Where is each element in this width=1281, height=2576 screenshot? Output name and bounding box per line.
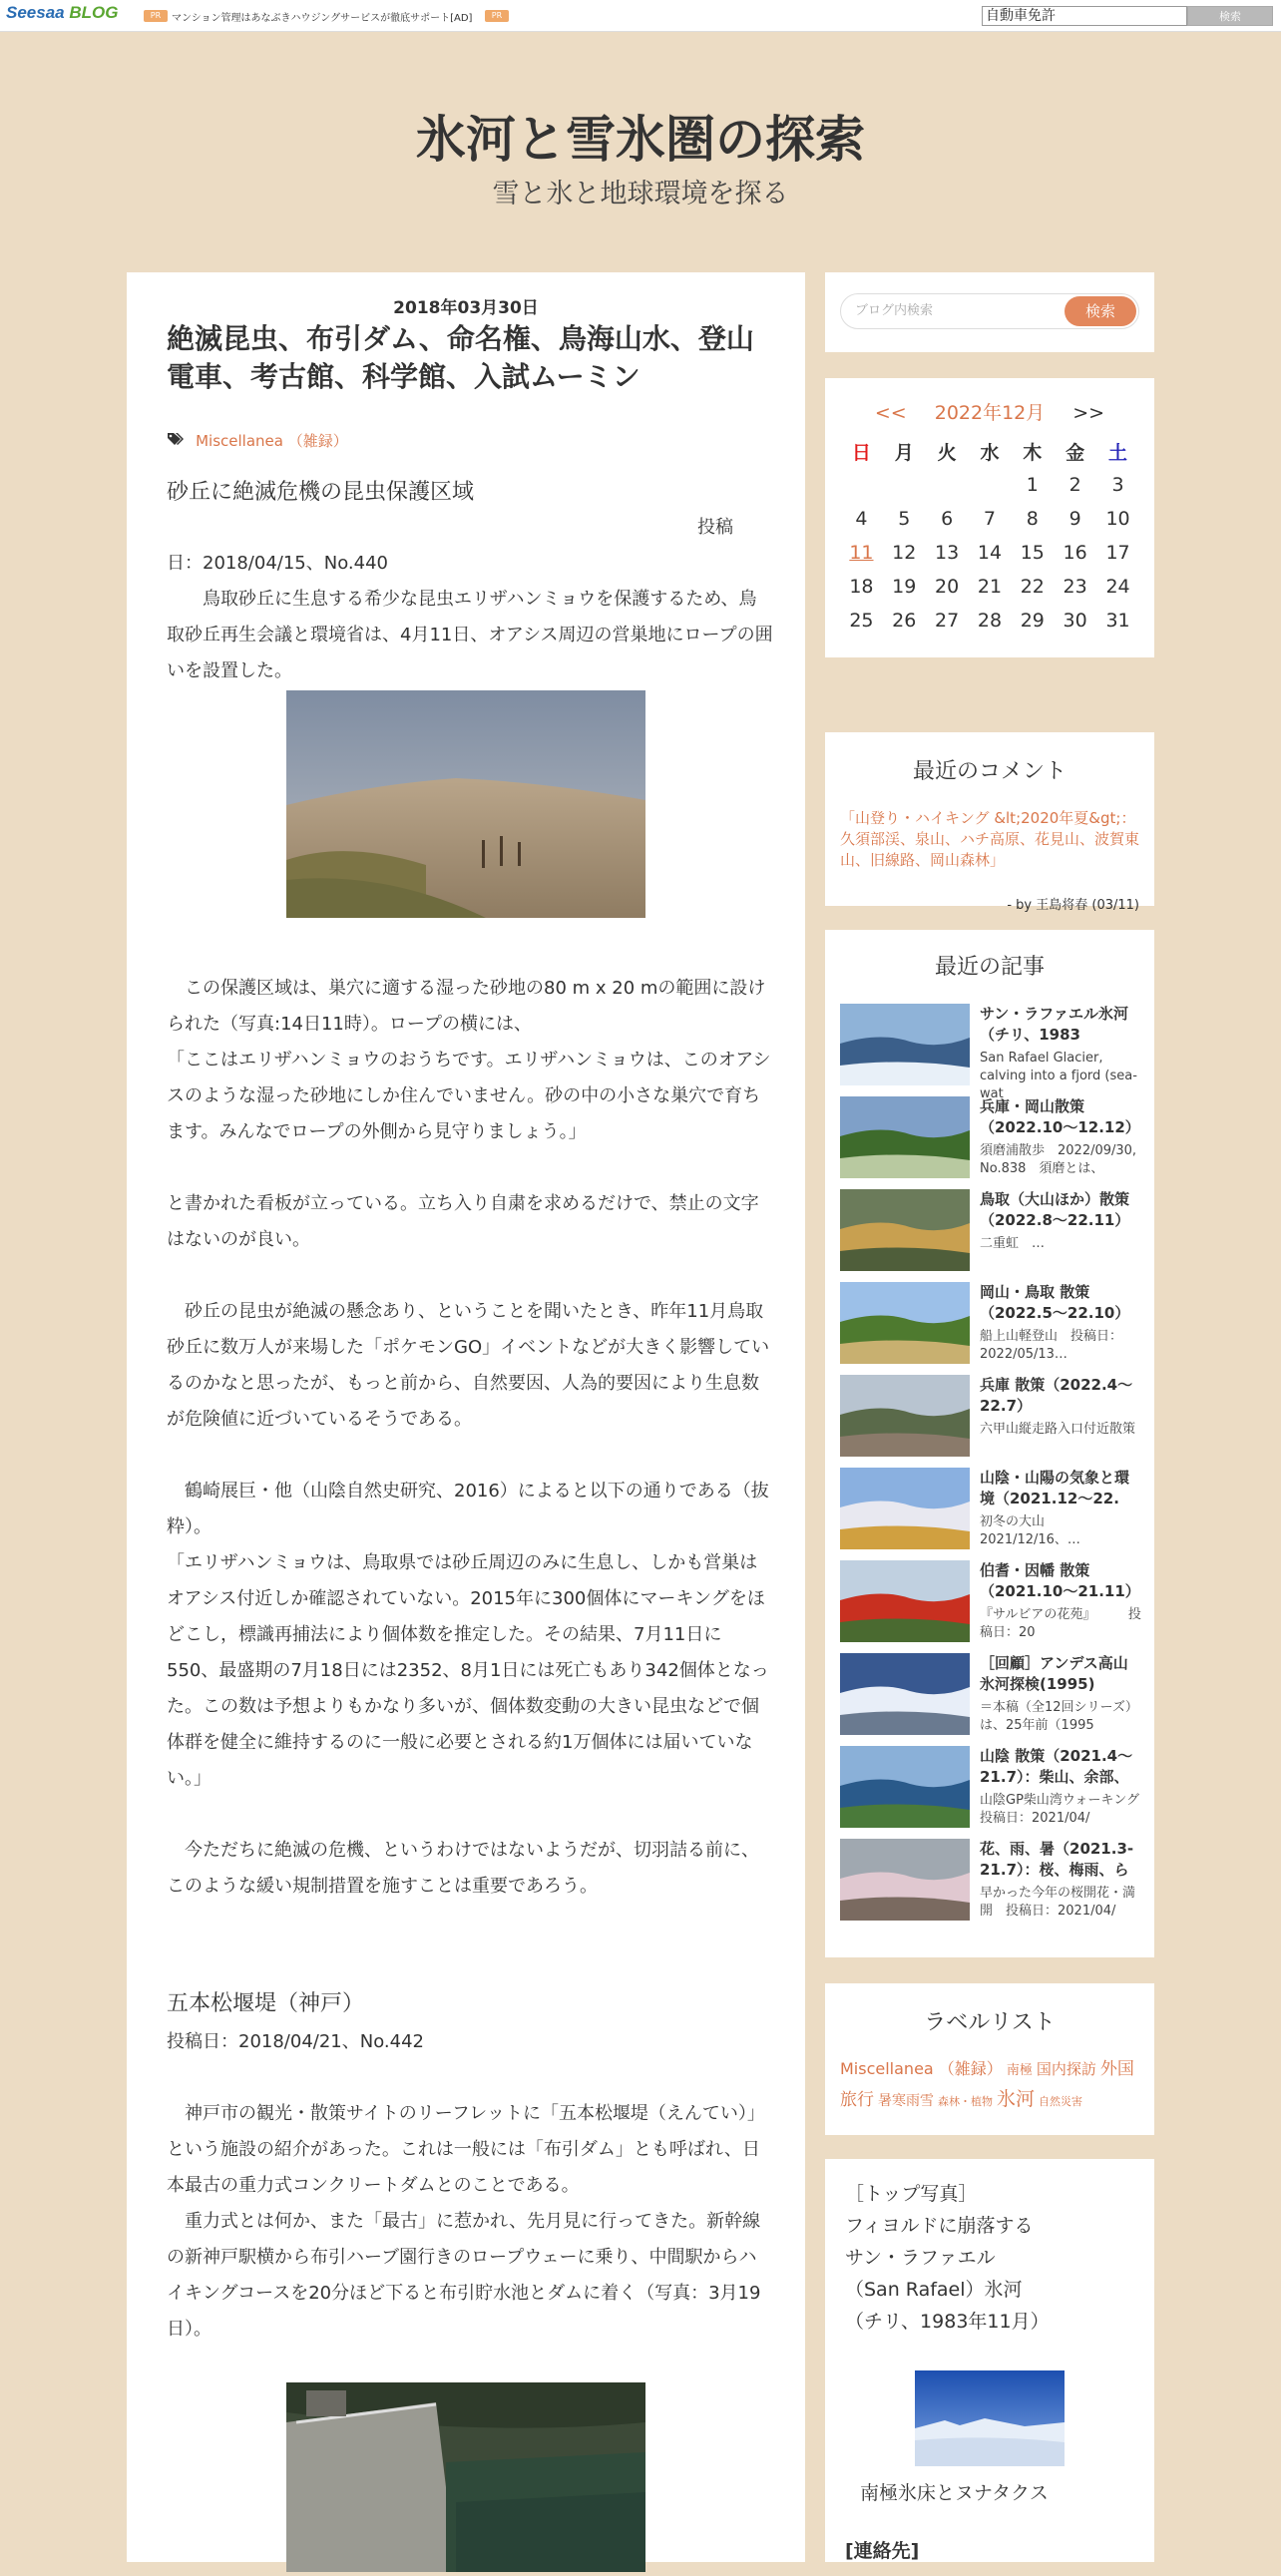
label-list-title: ラベルリスト [924,2010,1056,2035]
tags-icon [167,431,190,450]
recent-post-item[interactable] [840,1839,1144,1929]
recent-post-thumbnail[interactable] [840,1560,970,1642]
posted-label: 投稿 [697,517,733,538]
calendar-day [883,468,926,502]
label-link[interactable]: Miscellanea （雑録） [840,2059,1003,2078]
label-cloud [840,2055,1144,2116]
label-link[interactable]: 自然災害 [1039,2095,1083,2108]
calendar-day [969,468,1012,502]
top-search-button[interactable]: 検索 [1187,6,1273,26]
post-paragraph: 「エリザハンミョウは、鳥取県では砂丘周辺のみに生息し、しかも営巣はオアシス付近しか確認されていない。2015年に300個体にマーキングをほどこし，標識再捕法により個体数を推定した。その結果、7月11日に550、最盛期の7月18日には2352、8月1日には死亡もあり342個体となった。この数は予想よりもかなり多いが、個体数変動の大きい昆虫などで個体群を健全に維持するのに一般に必要とされる約1万個体には届いていない。」 [167,1552,769,1789]
label-link[interactable]: 南極 [1006,2063,1033,2078]
calendar-day [840,468,883,502]
calendar-day: 30 [1063,610,1087,632]
post-meta: 日：2018/04/15、No.440 [167,553,388,574]
label-link[interactable]: 国内探訪 [1036,2060,1096,2078]
post-title[interactable]: 絶滅昆虫、布引ダム、命名権、鳥海山水、登山電車、考古館、科学館、入試ムーミン [167,322,754,393]
recent-post-title[interactable]: 鳥取（大山ほか）散策（2022.8～22.11） [980,1190,1130,1229]
pr-badge: PR [144,10,168,22]
calendar-month: 2022年12月 [934,402,1046,424]
recent-post-excerpt: 『サルビアの花苑』 投稿日：20 [980,1607,1141,1640]
contact-heading: [連絡先] [845,2540,920,2562]
calendar-day: 21 [977,576,1003,598]
calendar-day: 1 [1026,474,1039,496]
recent-post-excerpt: 早かった今年の桜開花・満開 投稿日：2021/04/ [980,1886,1136,1919]
seesaa-blog-logo[interactable]: Seesaa BLOG [6,3,119,22]
calendar-next-link[interactable]: >> [1072,402,1105,424]
recent-post-item[interactable] [840,1746,1153,1836]
top-search-input[interactable]: 自動車免許 [982,6,1187,26]
calendar-day: 10 [1105,508,1130,530]
ad-link[interactable]: マンション管理はあなぶきハウジングサービスが徹底サポート[AD] [172,13,473,24]
recent-post-item[interactable] [840,1560,1144,1650]
recent-post-excerpt: ＝本稿（全12回シリーズ）は、25年前（1995 [980,1700,1138,1733]
recent-post-title[interactable]: ［回顧］アンデス高山氷河探検(1995) [980,1654,1128,1693]
calendar-day: 15 [1020,542,1045,564]
site-description: 雪と氷と地球環境を探る [492,179,789,210]
calendar-weekday: 金 [1066,441,1085,464]
calendar-day: 4 [855,508,868,530]
top-photo-text: （San Rafael）氷河 [845,2279,1023,2301]
post-paragraph: 「ここはエリザハンミョウのおうちです。エリザハンミョウは、このオアシスのような湿った砂地にしか住んでいません。砂の中の小さな巣穴で育ちます。みんなでロープの外側から見守りましょう。」 [167,1050,771,1142]
calendar-header [825,398,1154,425]
calendar-day: 14 [977,542,1003,564]
post-paragraph: この保護区域は、巣穴に適する湿った砂地の80 m x 20 mの範囲に設けられた（写真:14日11時）。ロープの横には、 [167,978,766,1035]
calendar-day: 18 [849,576,874,598]
calendar-weekday: 日 [851,441,871,464]
calendar-day: 23 [1063,576,1087,598]
calendar-day: 6 [941,508,954,530]
calendar-day: 3 [1111,474,1124,496]
tag-link-miscellanea[interactable]: Miscellanea （雑録） [196,432,348,450]
top-photo-text: （チリ、1983年11月） [845,2311,1050,2333]
section-heading: 砂丘に絶滅危機の昆虫保護区域 [167,480,475,505]
recent-post-title[interactable]: サン・ラファエル氷河（チリ、1983 [980,1005,1128,1044]
label-link[interactable]: 外国旅行 [840,2059,1134,2110]
recent-post-excerpt: 山陰GP柴山湾ウォーキング 投稿日：2021/04/ [980,1793,1153,1826]
calendar-table [840,434,1139,638]
recent-comments-title: 最近のコメント [912,759,1067,784]
calendar-day: 7 [983,508,996,530]
calendar-day[interactable]: 11 [849,542,874,564]
recent-post-item[interactable] [840,1653,1144,1743]
calendar-day: 16 [1063,542,1087,564]
calendar-day: 27 [935,610,960,632]
blog-search-widget [825,272,1154,352]
calendar-day: 24 [1105,576,1130,598]
calendar-day: 22 [1020,576,1045,598]
post-tags [167,430,348,451]
antarctic-photo[interactable] [915,2370,1065,2466]
calendar-day: 2 [1068,474,1081,496]
section-heading: 五本松堰堤（神戸） [167,1991,365,2016]
recent-post-thumbnail[interactable] [840,1468,970,1549]
label-link[interactable]: 森林・植物 [938,2095,993,2108]
pr-badge: PR [485,10,509,22]
calendar-prev-link[interactable]: << [874,402,907,424]
recent-post-item[interactable] [840,1004,1144,1101]
recent-post-thumbnail[interactable] [840,1096,970,1178]
recent-post-title[interactable]: 花、雨、暑（2021.3-21.7）：桜、梅雨、ら [980,1840,1134,1879]
dam-photo [286,2382,645,2572]
top-photo-text: フィヨルドに崩落する [845,2215,1034,2237]
recent-post-item[interactable] [840,1282,1144,1372]
calendar-day: 31 [1105,610,1130,632]
calendar-day: 28 [977,610,1003,632]
post-date: 2018年03月30日 [393,298,539,318]
recent-post-title[interactable]: 伯耆・因幡 散策（2021.10～21.11） [980,1561,1140,1600]
recent-post-item[interactable] [840,1375,1144,1465]
recent-post-excerpt: 船上山軽登山 投稿日：2022/05/13… [980,1329,1123,1362]
calendar-weekday: 木 [1023,441,1043,464]
calendar-day: 19 [892,576,917,598]
calendar-weekday: 水 [980,441,1000,464]
calendar-day: 20 [935,576,960,598]
calendar-weekday: 火 [937,441,957,464]
recent-post-excerpt: 六甲山縦走路入口付近散策 [980,1422,1136,1437]
recent-post-thumbnail[interactable] [840,1653,970,1735]
recent-post-title[interactable]: 岡山・鳥取 散策（2022.5～22.10） [980,1283,1130,1322]
calendar-day: 25 [849,610,874,632]
calendar-day: 17 [1105,542,1130,564]
recent-post-title[interactable]: 兵庫 散策（2022.4～22.7） [980,1376,1133,1415]
recent-comments-widget [825,732,1154,913]
post-meta: 投稿日：2018/04/21、No.442 [167,2031,424,2052]
calendar-day: 26 [892,610,917,632]
recent-post-item[interactable] [840,1468,1144,1557]
main-content [127,272,805,2562]
recent-post-item[interactable] [840,1096,1144,1186]
blog-search-button[interactable]: 検索 [1065,296,1136,326]
post-paragraph: 鳥取砂丘に生息する希少な昆虫エリザハンミョウを保護するため、鳥取砂丘再生会議と環境省は、4月11日、オアシス周辺の営巣地にロープの囲いを設置した。 [167,589,773,681]
calendar-weekday: 土 [1108,441,1128,464]
recent-post-thumbnail[interactable] [840,1839,970,1921]
calendar-day: 29 [1020,610,1045,632]
post-paragraph: 重力式とは何か、また「最古」に惹かれ、先月見に行ってきた。新幹線の新神戸駅横から布引ハーブ園行きのロープウェーに乗り、中間駅からハイキングコースを20分ほど下ると布引貯水池とダムに着く（写真：3月19日）。 [167,2211,761,2340]
site-title[interactable]: 氷河と雪氷圏の探索 [416,111,865,169]
calendar-weekday: 月 [894,441,914,464]
calendar-day: 9 [1068,508,1081,530]
post-paragraph: と書かれた看板が立っている。立ち入り自粛を求めるだけで、禁止の文字はないのが良い。 [167,1193,759,1250]
recent-posts-widget [825,930,1154,1957]
recent-post-excerpt: 二重虹 … [980,1236,1046,1251]
recent-post-excerpt: 須磨浦散歩 2022/09/30, No.838 須磨とは、 [980,1143,1137,1176]
calendar-widget [825,378,1154,657]
calendar-day: 8 [1026,508,1039,530]
post-paragraph: 鶴崎展巨・他（山陰自然史研究、2016）によると以下の通りである（抜粋）。 [167,1481,769,1537]
sand-dune-photo [286,690,645,918]
recent-post-excerpt: 初冬の大山 2021/12/16、… [980,1514,1080,1547]
recent-post-thumbnail[interactable] [840,1375,970,1457]
calendar-day: 5 [898,508,911,530]
recent-post-title[interactable]: 山陰 散策（2021.4～21.7）：柴山、余部、 [980,1747,1133,1786]
label-list-widget [825,1983,1154,2135]
top-photo-text: ［トップ写真］ [845,2183,978,2205]
recent-comment-link[interactable]: 「山登り・ハイキング &lt;2020年夏&gt;：久須部渓、泉山、ハチ高原、花見山、波賀東山、旧線路、岡山森林」 [840,809,1140,869]
post-paragraph: 今ただちに絶滅の危機、というわけではないようだが、切羽詰る前に、このような緩い規制措置を施すことは重要であろう。 [167,1840,759,1897]
recent-post-thumbnail[interactable] [840,1189,970,1271]
recent-post-title[interactable]: 山陰・山陽の気象と環境（2021.12～22. [980,1469,1130,1507]
recent-posts-title: 最近の記事 [934,955,1045,980]
recent-comment-author: - by 王島将春 (03/11) [1007,898,1139,913]
calendar-day: 12 [892,542,917,564]
top-photo-caption: 南極氷床とヌナタクス [860,2482,1049,2504]
label-link[interactable]: 暑寒雨雪 [878,2093,934,2109]
calendar-day: 13 [935,542,960,564]
top-photo-text: サン・ラファエル [845,2247,996,2269]
post-paragraph: 砂丘の昆虫が絶滅の懸念あり、ということを聞いたとき、昨年11月鳥取砂丘に数万人が来場した「ポケモンGO」イベントなどが大きく影響しているのかなと思ったが、もっと前から、自然要因、人為的要因により生息数が危険値に近づいているそうである。 [167,1301,770,1430]
label-link[interactable]: 氷河 [997,2088,1036,2110]
calendar-day [926,468,969,502]
recent-post-title[interactable]: 兵庫・岡山散策（2022.10～12.12） [980,1097,1140,1136]
recent-post-thumbnail[interactable] [840,1282,970,1364]
post-paragraph: 神戸市の観光・散策サイトのリーフレットに「五本松堰堤（えんてい）」という施設の紹介があった。これは一般には「布引ダム」とも呼ばれ、日本最古の重力式コンクリートダムとのことである。 [167,2103,765,2196]
recent-post-thumbnail[interactable] [840,1746,970,1828]
recent-post-excerpt: San Rafael Glacier, calving into a fjord (sea-wat [980,1051,1137,1101]
top-bar [0,0,1281,32]
blog-search-input[interactable]: ブログ内検索 [840,293,1139,329]
top-photo-widget [825,2159,1154,2562]
recent-post-thumbnail[interactable] [840,1004,970,1085]
recent-post-item[interactable] [840,1189,1144,1279]
